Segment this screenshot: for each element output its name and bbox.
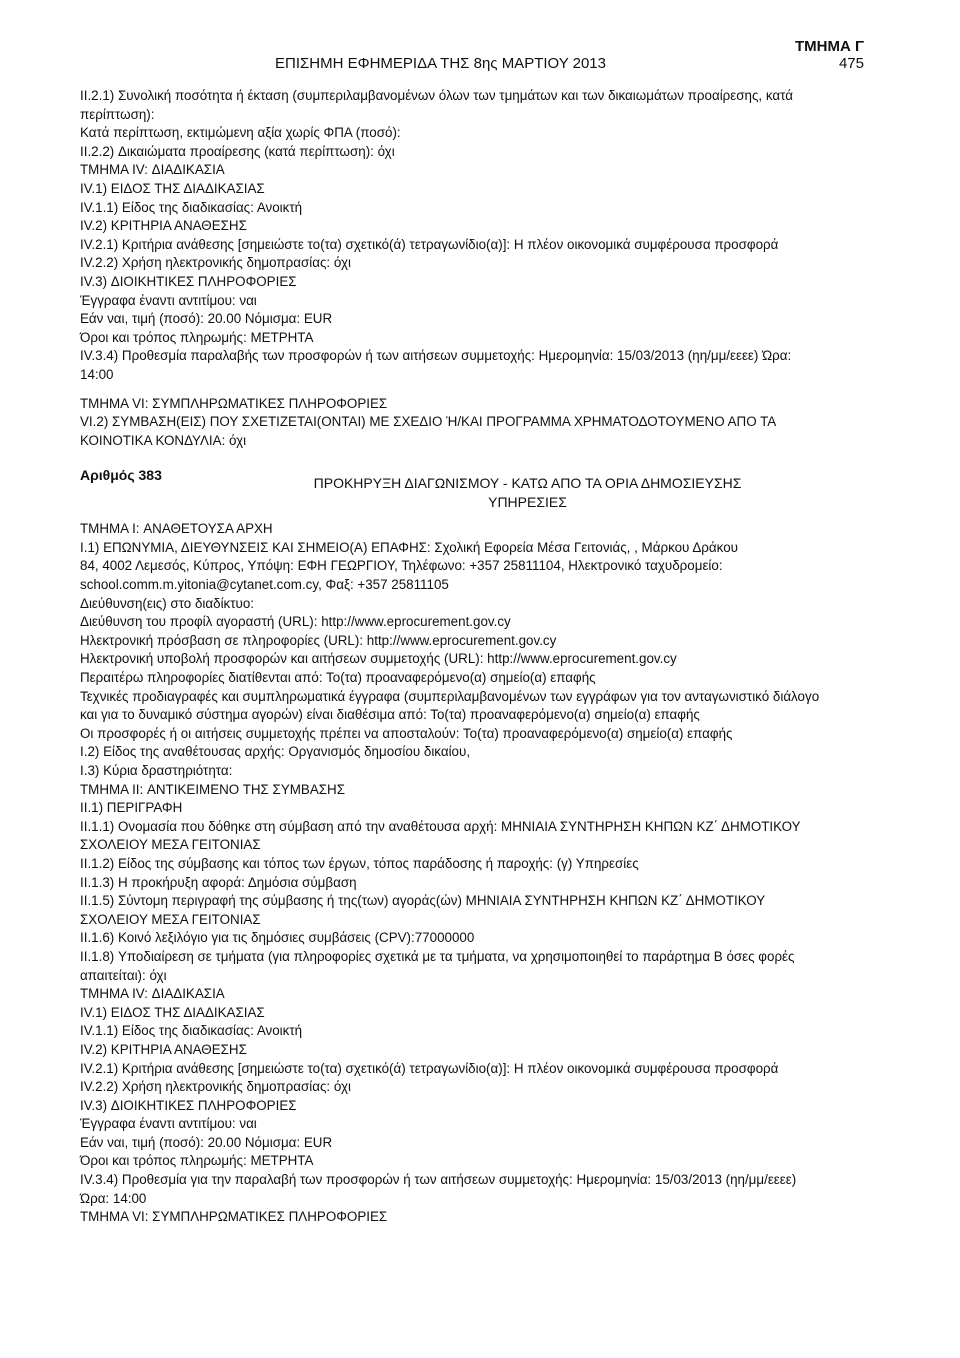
text-line: Όροι και τρόπος πληρωμής: ΜΕΤΡΗΤΑ — [80, 1153, 314, 1169]
text-line: Οι προσφορές ή οι αιτήσεις συμμετοχής πρέπει να αποσταλούν: Το(τα) προαναφερόμενο(α) σημείο(α) επαφής — [80, 725, 733, 741]
text-line: II.1.2) Είδος της σύμβασης και τόπος των έργων, τόπος παράδοσης ή παροχής: (γ) Υπηρεσίες — [80, 855, 639, 871]
text-line: ΣΧΟΛΕΙΟΥ ΜΕΣΑ ΓΕΙΤΟΝΙΑΣ — [80, 837, 261, 853]
text-line: school.comm.m.yitonia@cytanet.com.cy, Φαξ: +357 25811105 — [80, 577, 449, 593]
notice-title-line1: ΠΡΟΚΗΡΥΞΗ ΔΙΑΓΩΝΙΣΜΟΥ - ΚΑΤΩ ΑΠΟ ΤΑ ΟΡΙΑ ΔΗΜΟΣΙΕΥΣΗΣ — [313, 475, 742, 492]
previous-notice-section-vi — [80, 395, 865, 451]
text-line: Ηλεκτρονική πρόσβαση σε πληροφορίες (URL): http://www.eprocurement.gov.cy — [80, 632, 557, 648]
text-line: IV.2.2) Χρήση ηλεκτρονικής δημοπρασίας: όχι — [80, 255, 351, 271]
text-line: IV.2) ΚΡΙΤΗΡΙΑ ΑΝΑΘΕΣΗΣ — [80, 218, 247, 234]
text-line: I.2) Είδος της αναθέτουσας αρχής: Οργανισμός δημοσίου δικαίου, — [80, 744, 471, 760]
text-line: IV.1.1) Είδος της διαδικασίας: Ανοικτή — [80, 199, 303, 215]
text-line: περίπτωση): — [80, 106, 155, 122]
text-line: Κατά περίπτωση, εκτιμώμενη αξία χωρίς ΦΠΑ (ποσό): — [80, 125, 401, 141]
text-line: IV.2.2) Χρήση ηλεκτρονικής δημοπρασίας: όχι — [80, 1079, 351, 1095]
page-header — [0, 0, 960, 80]
text-line: Τεχνικές προδιαγραφές και συμπληρωματικά έγγραφα (συμπεριλαμβανομένων των εγγράφων για τον ανταγωνιστικό διάλογο — [80, 688, 820, 704]
gazette-title: ΕΠΙΣΗΜΗ ΕΦΗΜΕΡΙΔΑ ΤΗΣ 8ης ΜΑΡΤΙΟΥ 2013 — [275, 55, 606, 72]
text-line: Έγγραφα έναντι αντιτίμου: ναι — [80, 292, 257, 308]
text-line: IV.2.1) Κριτήρια ανάθεσης [σημειώστε το(τα) σχετικό(ά) τετραγωνίδιο(α)]: Η πλέον οικονομικά συμφέρουσα προσφορά — [80, 1060, 779, 1076]
text-line: Διεύθυνση(εις) στο διαδίκτυο: — [80, 595, 255, 611]
text-line: Εάν ναι, τιμή (ποσό): 20.00 Νόμισμα: EUR — [80, 1134, 333, 1150]
text-line: IV.3.4) Προθεσμία για την παραλαβή των προσφορών ή των αιτήσεων συμμετοχής: Ημερομηνία: 15/03/2013 (ηη/μμ/εεεε) — [80, 1172, 797, 1188]
page-number: 475 — [838, 55, 864, 72]
text-line: II.1.3) Η προκήρυξη αφορά: Δημόσια σύμβαση — [80, 874, 357, 890]
text-line: Ηλεκτρονική υποβολή προσφορών και αιτήσεων συμμετοχής (URL): http://www.eprocurement.gov.cy — [80, 651, 677, 667]
text-line: Ώρα: 14:00 — [80, 1190, 147, 1206]
text-line: ΤΜΗΜΑ I: ΑΝΑΘΕΤΟΥΣΑ ΑΡΧΗ — [80, 521, 273, 537]
text-line: ΣΧΟΛΕΙΟΥ ΜΕΣΑ ΓΕΙΤΟΝΙΑΣ — [80, 911, 261, 927]
notice-title-line2: ΥΠΗΡΕΣΙΕΣ — [488, 494, 567, 511]
notice-383-block — [80, 520, 865, 1227]
text-line: IV.2.1) Κριτήρια ανάθεσης [σημειώστε το(τα) σχετικό(ά) τετραγωνίδιο(α)]: Η πλέον οικονομικά συμφέρουσα προσφορά — [80, 236, 779, 252]
text-line: IV.3) ΔΙΟΙΚΗΤΙΚΕΣ ΠΛΗΡΟΦΟΡΙΕΣ — [80, 273, 297, 289]
text-line: IV.1.1) Είδος της διαδικασίας: Ανοικτή — [80, 1023, 303, 1039]
notice-number: Αριθμός 383 — [80, 467, 162, 484]
text-line: II.1.6) Κοινό λεξιλόγιο για τις δημόσιες συμβάσεις (CPV):77000000 — [80, 930, 475, 946]
text-line: II.1.5) Σύντομη περιγραφή της σύμβασης ή της(των) αγοράς(ών) ΜΗΝΙΑΙΑ ΣΥΝΤΗΡΗΣΗ ΚΗΠΩΝ ΚΖ΄ ΔΗΜΟΤΙΚΟΥ — [80, 893, 766, 909]
text-line: II.1) ΠΕΡΙΓΡΑΦΗ — [80, 800, 183, 816]
text-line: IV.3.4) Προθεσμία παραλαβής των προσφορών ή των αιτήσεων συμμετοχής: Ημερομηνία: 15/03/2013 (ηη/μμ/εεεε) Ώρα: — [80, 348, 792, 364]
text-line: ΤΜΗΜΑ VI: ΣΥΜΠΛΗΡΩΜΑΤΙΚΕΣ ΠΛΗΡΟΦΟΡΙΕΣ — [80, 1209, 388, 1225]
text-line: και για το δυναμικό σύστημα αγορών) είναι διαθέσιμα από: Το(τα) προαναφερόμενο(α) σημείο(α) επαφής — [80, 707, 700, 723]
text-line: II.2.1) Συνολική ποσότητα ή έκταση (συμπεριλαμβανομένων όλων των τμημάτων και των δικαιωμάτων προαίρεσης, κατά — [80, 88, 793, 103]
notice-title — [80, 474, 865, 512]
text-line: II.1.8) Υποδιαίρεση σε τμήματα (για πληροφορίες σχετικά με τα τμήματα, να χρησιμοποιηθεί το παράρτημα Β όσες φορές — [80, 948, 795, 964]
section-label: ΤΜΗΜΑ Γ — [794, 38, 864, 55]
text-line: Έγγραφα έναντι αντιτίμου: ναι — [80, 1116, 257, 1132]
text-line: IV.2) ΚΡΙΤΗΡΙΑ ΑΝΑΘΕΣΗΣ — [80, 1041, 247, 1057]
text-line: Περαιτέρω πληροφορίες διατίθενται από: Το(τα) προαναφερόμενο(α) σημείο(α) επαφής — [80, 670, 596, 686]
text-line: Εάν ναι, τιμή (ποσό): 20.00 Νόμισμα: EUR — [80, 311, 333, 327]
text-line: IV.3) ΔΙΟΙΚΗΤΙΚΕΣ ΠΛΗΡΟΦΟΡΙΕΣ — [80, 1097, 297, 1113]
text-line: ΤΜΗΜΑ IV: ΔΙΑΔΙΚΑΣΙΑ — [80, 162, 225, 178]
text-line: ΤΜΗΜΑ II: ΑΝΤΙΚΕΙΜΕΝΟ ΤΗΣ ΣΥΜΒΑΣΗΣ — [80, 781, 345, 797]
text-line: 14:00 — [80, 366, 114, 382]
text-line: Διεύθυνση του προφίλ αγοραστή (URL): http://www.eprocurement.gov.cy — [80, 614, 511, 630]
text-line: IV.1) ΕΙΔΟΣ ΤΗΣ ΔΙΑΔΙΚΑΣΙΑΣ — [80, 180, 265, 196]
text-line: IV.1) ΕΙΔΟΣ ΤΗΣ ΔΙΑΔΙΚΑΣΙΑΣ — [80, 1004, 265, 1020]
text-line: II.1.1) Ονομασία που δόθηκε στη σύμβαση από την αναθέτουσα αρχή: ΜΗΝΙΑΙΑ ΣΥΝΤΗΡΗΣΗ ΚΗΠΩΝ ΚΖ΄ ΔΗΜΟΤΙΚΟΥ — [80, 818, 801, 834]
text-line: απαιτείται): όχι — [80, 967, 167, 983]
notice-heading — [80, 466, 865, 511]
text-line: 84, 4002 Λεμεσός, Κύπρος, Υπόψη: ΕΦΗ ΓΕΩΡΓΙΟΥ, Τηλέφωνο: +357 25811104, Ηλεκτρονικό ταχυδρομείο: — [80, 558, 723, 574]
text-line: Όροι και τρόπος πληρωμής: ΜΕΤΡΗΤΑ — [80, 329, 314, 345]
document-body — [80, 87, 865, 1227]
text-line: I.3) Κύρια δραστηριότητα: — [80, 763, 233, 778]
text-line: ΚΟΙΝΟΤΙΚΑ ΚΟΝΔΥΛΙΑ: όχι — [80, 432, 247, 448]
previous-notice-block — [80, 87, 865, 385]
text-line: II.2.2) Δικαιώματα προαίρεσης (κατά περίπτωση): όχι — [80, 143, 395, 159]
text-line: I.1) ΕΠΩΝΥΜΙΑ, ΔΙΕΥΘΥΝΣΕΙΣ ΚΑΙ ΣΗΜΕΙΟ(Α) ΕΠΑΦΗΣ: Σχολική Εφορεία Μέσα Γειτονιάς, , Μάρκου Δράκου — [80, 539, 738, 555]
text-line: VI.2) ΣΥΜΒΑΣΗ(ΕΙΣ) ΠΟΥ ΣΧΕΤΙΖΕΤΑΙ(ΟΝΤΑΙ) ΜΕ ΣΧΕΔΙΟ Ή/ΚΑΙ ΠΡΟΓΡΑΜΜΑ ΧΡΗΜΑΤΟΔΟΤΟΥΜΕΝΟ ΑΠΟ ΤΑ — [80, 414, 777, 430]
text-line: ΤΜΗΜΑ VI: ΣΥΜΠΛΗΡΩΜΑΤΙΚΕΣ ΠΛΗΡΟΦΟΡΙΕΣ — [80, 395, 388, 411]
text-line: ΤΜΗΜΑ IV: ΔΙΑΔΙΚΑΣΙΑ — [80, 986, 225, 1002]
